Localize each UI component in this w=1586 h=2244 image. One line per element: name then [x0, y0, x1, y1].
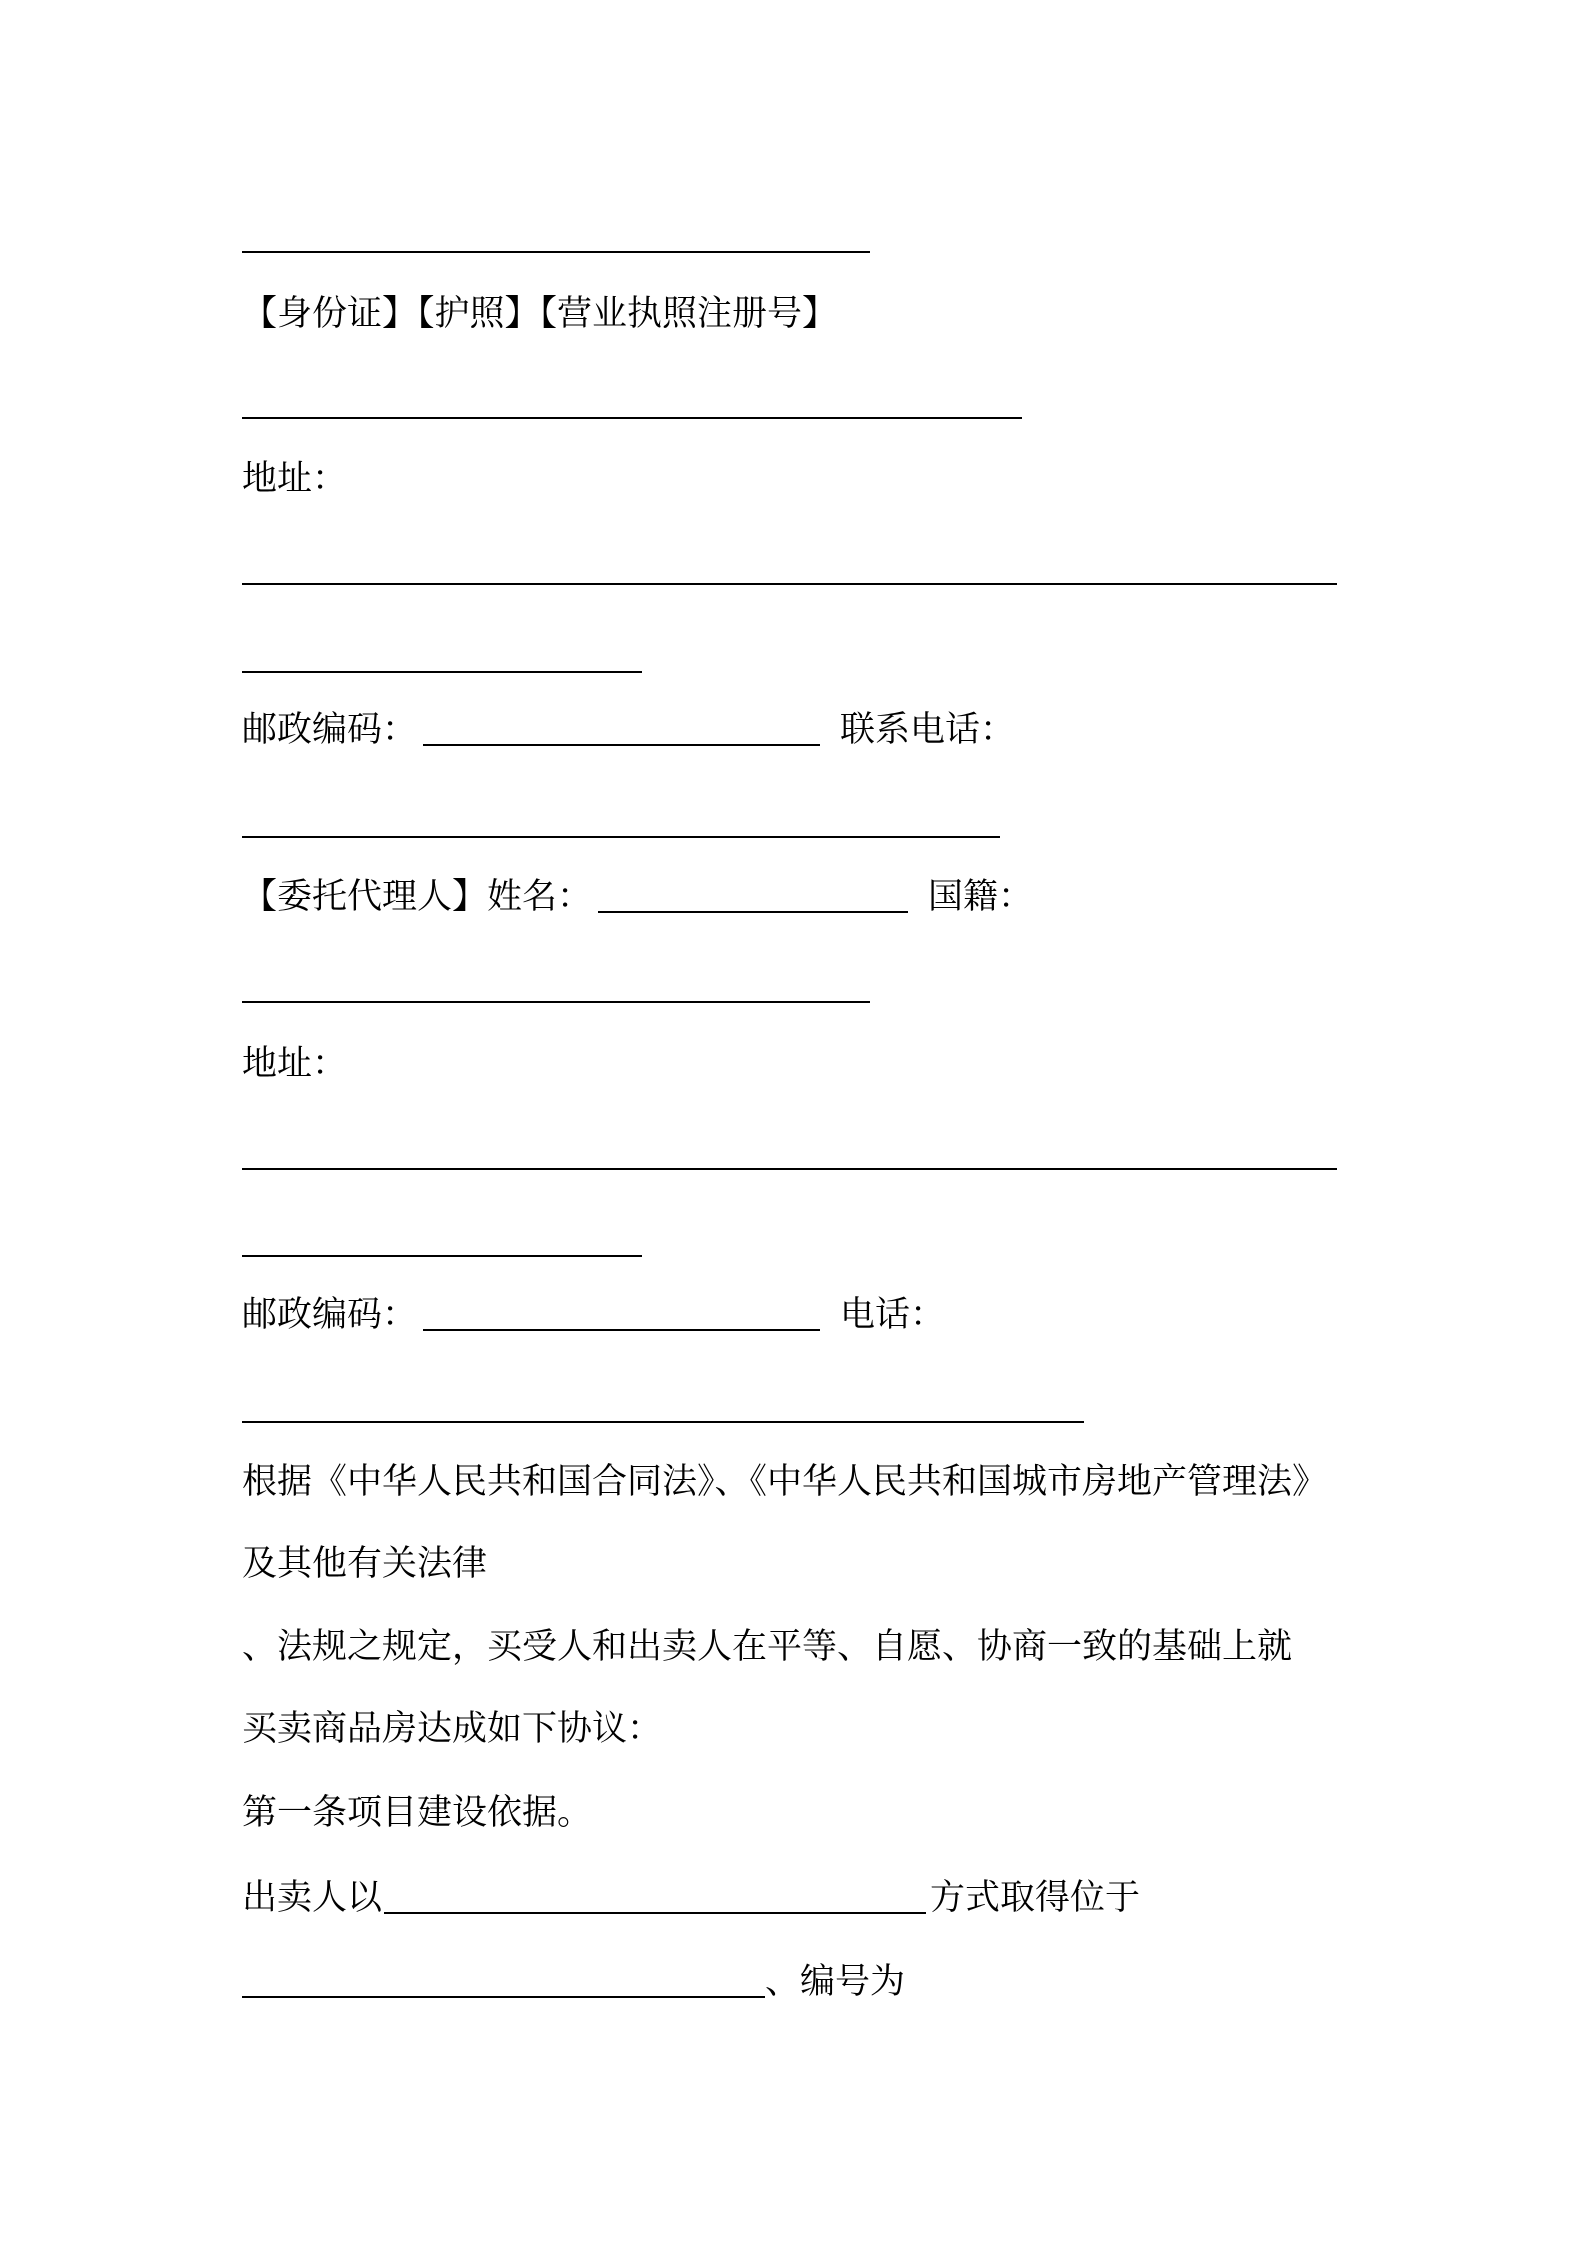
address-blank-line[interactable] [242, 583, 1337, 585]
agent-phone-blank[interactable] [242, 1421, 1084, 1423]
paragraph-line: 及其他有关法律 [242, 1544, 488, 1584]
number-row [242, 1958, 905, 2006]
postcode-label: 邮政编码： [242, 710, 418, 750]
agent-phone-label: 电话： [840, 1295, 946, 1335]
agent-postcode-row [242, 1291, 945, 1339]
agent-address-label: 地址： [242, 1044, 348, 1084]
agent-name-blank[interactable] [598, 873, 908, 913]
contact-phone-label: 联系电话： [840, 710, 1016, 750]
paragraph-line: 买卖商品房达成如下协议： [242, 1709, 663, 1749]
agent-name-label: 【委托代理人】姓名： [242, 877, 593, 917]
postcode-blank[interactable] [423, 706, 820, 746]
paragraph-line: 根据《中华人民共和国合同法》、《中华人民共和国城市房地产管理法》 [242, 1462, 1328, 1502]
agent-postcode-blank[interactable] [423, 1291, 820, 1331]
id-number-blank[interactable] [242, 417, 1022, 419]
address-blank-line-continued[interactable] [242, 671, 642, 673]
paragraph-line: 、法规之规定，买受人和出卖人在平等、自愿、协商一致的基础上就 [242, 1627, 1293, 1667]
seller-mid: 方式取得位于 [930, 1878, 1141, 1918]
number-suffix: 、编号为 [765, 1962, 906, 2002]
acquisition-method-blank[interactable] [384, 1874, 926, 1914]
seller-row [242, 1874, 1140, 1922]
nationality-label: 国籍： [928, 877, 1034, 917]
address-label: 地址： [242, 459, 348, 499]
nationality-blank[interactable] [242, 1001, 870, 1003]
agent-address-blank-line[interactable] [242, 1168, 1337, 1170]
seller-prefix: 出卖人以 [242, 1878, 383, 1918]
location-blank[interactable] [242, 1958, 765, 1998]
postcode-row [242, 706, 1015, 754]
agent-postcode-label: 邮政编码： [242, 1295, 418, 1335]
agent-row [242, 873, 1033, 921]
id-types-label: 【身份证】【护照】【营业执照注册号】 [242, 294, 838, 334]
blank-line[interactable] [242, 251, 870, 253]
article-title: 第一条项目建设依据。 [242, 1793, 593, 1833]
agent-address-blank-line-continued[interactable] [242, 1255, 642, 1257]
contact-phone-blank[interactable] [242, 836, 1000, 838]
